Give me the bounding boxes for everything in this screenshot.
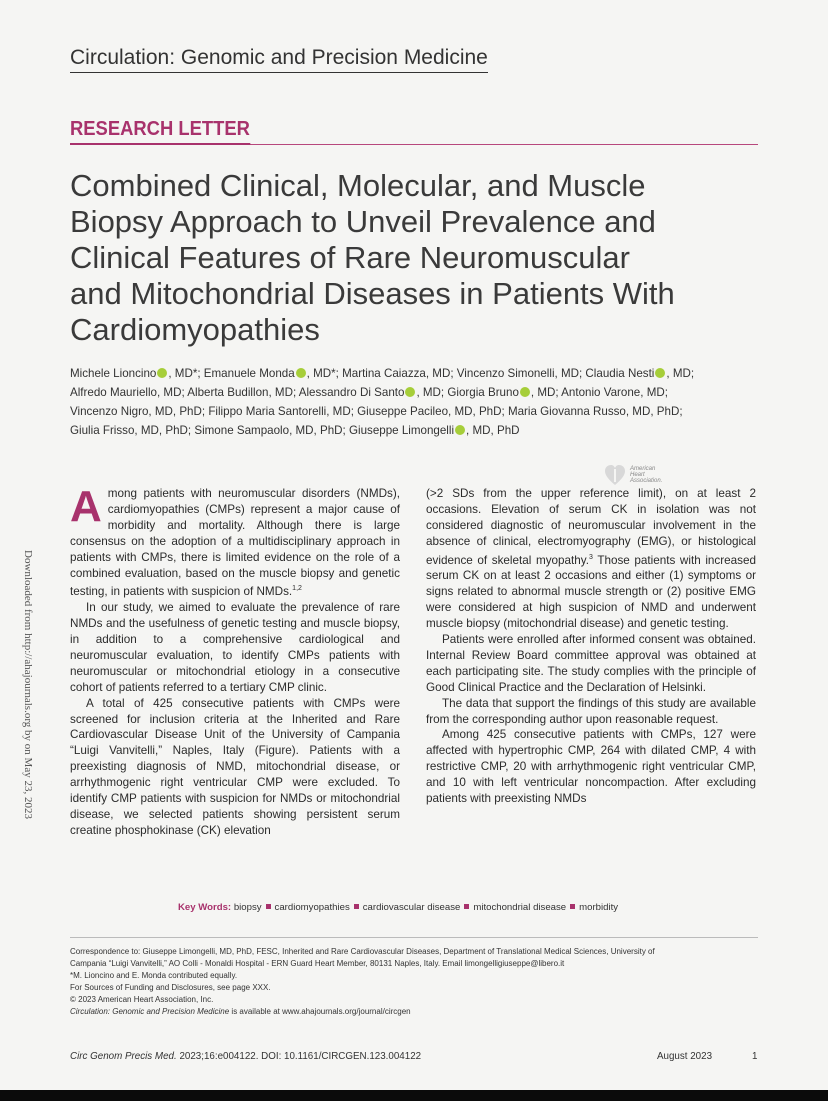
paragraph-text: mong patients with neuromuscular disorders (NMDs), cardiomyopathies (CMPs) represent a major cause of morbidity and mortality. Although there is large consensus on the adoption of a multidisciplinary approach in patients with CMPs, there is limited evidence on the role of a combined evaluation, based on the muscle biopsy and genetic testing, in patients with suspicion of NMDs. [70,487,400,599]
aha-logo-line: Association. [630,478,663,484]
bullet-square-icon [570,904,575,909]
body-paragraph: A total of 425 consecutive patients with CMPs were screened for inclusion criteria at the Inherited and Rare Cardiovascular Disease Unit of the University of Campania “Luigi Vanvitelli,” Naples, Italy (Figure). Patients with a preexisting diagnosis of NMD, mitochondrial disease, or arrhythmogenic right ventricular CMP were excluded. To identify CMP patients with suspicion for NMDs or mitochondrial disease, we selected patients showing persistent serum creatine phosphokinase (CK) elevation [70,696,400,837]
author-name[interactable]: , MD; Antonio Varone, MD; [530,386,668,399]
title-line: Combined Clinical, Molecular, and Muscle [70,168,646,203]
bullet-square-icon [464,904,469,909]
title-line: Clinical Features of Rare Neuromuscular [70,240,630,275]
footnotes [70,946,760,1018]
heart-torch-icon [604,463,626,487]
keyword: mitochondrial disease [473,902,567,913]
author-name[interactable]: , MD*; Emanuele Monda [168,367,295,380]
bullet-square-icon [354,904,359,909]
funding-note: For Sources of Funding and Disclosures, see page XXX. [70,983,271,992]
author-line [70,364,770,383]
section-rule [70,118,758,145]
drop-cap: A [70,482,102,531]
orcid-icon[interactable] [655,368,665,378]
paragraph-text: (>2 SDs from the upper reference limit), on at least 2 occasions. Elevation of serum CK in isolation was not considered diagnostic of neuromuscular involvement in the absence of clinical, electromyography (EMG), or histological evidence of skeletal myopathy. [426,487,756,567]
body-paragraph: Among 425 consecutive patients with CMPs, 127 were affected with hypertrophic CMP, 264 with dilated CMP, 4 with restrictive CMP, 20 with arrhythmogenic right ventricular CMP, and 10 with left ventricular noncompaction. After excluding patients with preexisting NMDs [426,728,756,806]
author-line: Vincenzo Nigro, MD, PhD; Filippo Maria Santorelli, MD; Giuseppe Pacileo, MD, PhD; Maria Giovanna Russo, MD, PhD; [70,405,683,418]
body-column-right [426,486,756,807]
correspondence: Correspondence to: Giuseppe Limongelli, MD, PhD, FESC, Inherited and Rare Cardiovascular Diseases, Department of Translational Medical Sciences, University of [70,947,655,956]
citation-ref[interactable]: 3 [589,553,593,561]
orcid-icon[interactable] [157,368,167,378]
aha-logo-text [630,466,662,484]
body-column-left [70,482,400,839]
body-paragraph [426,486,756,632]
screen-bottom-bar [0,1090,828,1101]
author-suffix: , MD; [666,367,695,380]
keywords [178,902,618,913]
keyword: morbidity [579,902,619,913]
article-title [70,168,770,348]
author-list [70,364,770,440]
article-citation [70,1051,421,1062]
citation-ref[interactable]: 1,2 [292,585,302,593]
orcid-icon[interactable] [455,425,465,435]
author-name[interactable]: , MD; Giorgia Bruno [416,386,519,399]
orcid-icon[interactable] [405,387,415,397]
journal-name-italic: Circulation: Genomic and Precision Medicine [70,1007,230,1016]
orcid-icon[interactable] [296,368,306,378]
citation-doi[interactable]: 2023;16:e004122. DOI: 10.1161/CIRCGEN.123.004122 [176,1051,422,1062]
title-line: and Mitochondrial Diseases in Patients With [70,276,675,311]
footnote-divider [70,937,758,938]
title-line: Biopsy Approach to Unveil Prevalence and [70,204,656,239]
copyright: © 2023 American Heart Association, Inc. [70,995,214,1004]
journal-name: Circulation: Genomic and Precision Medicine [70,46,488,73]
section-label: RESEARCH LETTER [70,118,250,145]
orcid-icon[interactable] [520,387,530,397]
author-name[interactable]: Giulia Frisso, MD, PhD; Simone Sampaolo, MD, PhD; Giuseppe Limongelli [70,424,455,437]
body-paragraph [70,482,400,600]
paragraph-text: Those patients with increased serum CK on at least 2 occasions and either (1) symptoms or signs related to abnormal muscle strength or (2) positive EMG were considered at high suspicion of NMD and underwent muscle biopsy (mitochondrial disease) and genetic testing. [426,553,756,631]
bullet-square-icon [266,904,271,909]
issue-date: August 2023 [657,1051,713,1062]
title-line: Cardiomyopathies [70,312,320,347]
download-watermark-text: Downloaded from http://ahajournals.org by on May 23, 2023 [22,550,34,819]
aha-logo-line: Heart [630,472,645,478]
availability-url[interactable]: is available at www.ahajournals.org/journal/circgen [229,1007,411,1016]
keywords-label: Key Words: [178,902,232,913]
author-name[interactable]: Michele Lioncino [70,367,157,380]
aha-logo-line: American [630,466,656,472]
author-line [70,383,770,402]
author-suffix: , MD, PhD [466,424,520,437]
keyword: biopsy [233,902,262,913]
citation-journal: Circ Genom Precis Med. [70,1051,177,1062]
equal-contribution-note: *M. Lioncino and E. Monda contributed equally. [70,971,238,980]
author-name[interactable]: Alfredo Mauriello, MD; Alberta Budillon, MD; Alessandro Di Santo [70,386,405,399]
body-paragraph: In our study, we aimed to evaluate the prevalence of rare NMDs and the usefulness of genetic testing and muscle biopsy, in addition to a comprehensive cardiological and neuromuscular evaluation, to identify CMPs patients with neuromuscular or mitochondrial etiology in a consecutive cohort of patients referred to a tertiary CMP clinic. [70,601,400,694]
author-line [70,421,770,440]
availability-note [70,1006,760,1018]
keyword: cardiovascular disease [362,902,461,913]
keyword: cardiomyopathies [274,902,350,913]
correspondence: Campania “Luigi Vanvitelli,” AO Colli - Monaldi Hospital - ERN Guard Heart Member, 80131 Naples, Italy. Email limongelligiuseppe@libero.it [70,959,565,968]
author-name[interactable]: , MD*; Martina Caiazza, MD; Vincenzo Simonelli, MD; Claudia Nesti [306,367,655,380]
download-watermark [22,550,48,840]
body-paragraph: Patients were enrolled after informed consent was obtained. Internal Review Board committee approval was obtained at each participating site. The study complies with the principle of Good Clinical Practice and the Declaration of Helsinki. [426,633,756,694]
body-paragraph: The data that support the findings of this study are available from the corresponding author upon reasonable request. [426,696,756,726]
page-number: 1 [752,1051,758,1062]
